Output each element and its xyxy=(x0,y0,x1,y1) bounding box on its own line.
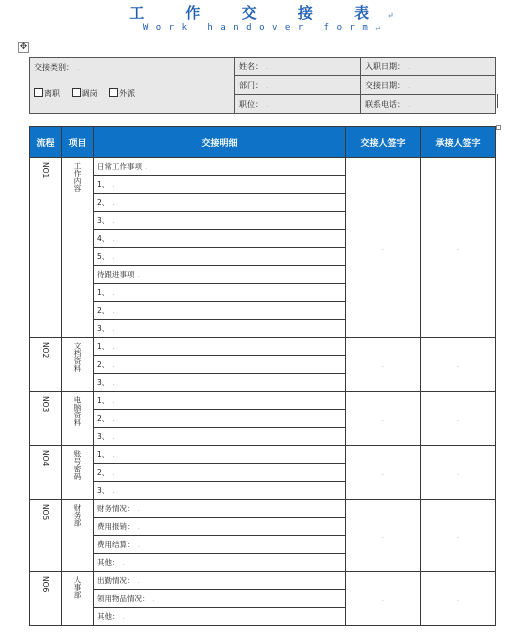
detail-text: 5、 xyxy=(97,252,110,261)
detail-text: 3、 xyxy=(97,324,110,333)
item-cell xyxy=(62,572,94,626)
page-title: 工 作 交 接 表↵ xyxy=(129,4,394,22)
paragraph-mark: . xyxy=(112,468,115,477)
table-move-handle-icon[interactable]: ✥ xyxy=(19,42,28,52)
receiver-signature-cell[interactable]: . xyxy=(421,158,496,338)
position-cell[interactable]: 职位： . xyxy=(235,95,361,114)
name-cell[interactable]: 姓名： . xyxy=(235,58,361,76)
detail-cell[interactable] xyxy=(94,482,346,500)
flow-label: NO5 xyxy=(41,504,50,521)
detail-text: 1、 xyxy=(97,180,110,189)
item-cell xyxy=(62,338,94,392)
paragraph-mark: . xyxy=(112,234,115,243)
item-label: 人事部 xyxy=(73,576,82,599)
handover-type-label: 交接类别： xyxy=(34,63,74,72)
detail-cell[interactable] xyxy=(94,158,346,176)
detail-text: 1、 xyxy=(97,288,110,297)
detail-cell[interactable] xyxy=(94,446,346,464)
flow-cell xyxy=(30,158,62,338)
handover-type-cell: 交接类别： . 离职 调岗 外派 xyxy=(30,58,235,114)
detail-cell[interactable] xyxy=(94,608,346,626)
detail-text: 领用物品情况： xyxy=(97,594,150,603)
detail-text: 其他： xyxy=(97,612,120,621)
detail-cell[interactable] xyxy=(94,356,346,374)
handover-date-cell[interactable]: 交接日期： . xyxy=(361,76,496,95)
detail-cell[interactable] xyxy=(94,572,346,590)
handover-signature-cell[interactable]: . xyxy=(346,158,421,338)
item-label: 财务部 xyxy=(73,504,82,527)
detail-cell[interactable] xyxy=(94,518,346,536)
paragraph-mark: . xyxy=(122,558,125,567)
paragraph-mark: . xyxy=(137,522,140,531)
detail-text: 2、 xyxy=(97,306,110,315)
detail-cell[interactable] xyxy=(94,302,346,320)
paragraph-mark: . xyxy=(112,324,115,333)
paragraph-mark: . xyxy=(112,198,115,207)
paragraph-mark: . xyxy=(137,540,140,549)
detail-cell[interactable] xyxy=(94,230,346,248)
handover-detail-table xyxy=(29,126,496,626)
cursor-bar xyxy=(497,94,498,108)
handover-signature-cell[interactable]: . xyxy=(346,500,421,572)
receiver-signature-cell[interactable]: . xyxy=(421,338,496,392)
paragraph-mark: . xyxy=(122,612,125,621)
paragraph-mark: . xyxy=(112,414,115,423)
paragraph-mark: . xyxy=(137,576,140,585)
flow-cell xyxy=(30,572,62,626)
detail-text: 4、 xyxy=(97,234,110,243)
detail-cell[interactable] xyxy=(94,284,346,302)
detail-cell[interactable] xyxy=(94,428,346,446)
flow-label: NO1 xyxy=(41,162,50,179)
detail-text: 2、 xyxy=(97,468,110,477)
paragraph-mark: . xyxy=(112,252,115,261)
detail-text: 财务情况： xyxy=(97,504,135,513)
detail-text: 2、 xyxy=(97,198,110,207)
receiver-signature-cell[interactable]: . xyxy=(421,500,496,572)
flow-label: NO4 xyxy=(41,450,50,467)
item-cell xyxy=(62,446,94,500)
handover-signature-cell[interactable]: . xyxy=(346,446,421,500)
detail-cell[interactable] xyxy=(94,194,346,212)
option-resign-checkbox[interactable]: 离职 xyxy=(34,88,60,99)
option-dispatch-checkbox[interactable]: 外派 xyxy=(109,88,135,99)
detail-text: 日常工作事项 xyxy=(97,162,142,171)
paragraph-mark: . xyxy=(112,360,115,369)
item-cell xyxy=(62,392,94,446)
detail-text: 2、 xyxy=(97,414,110,423)
header-item: 项目 xyxy=(62,127,94,158)
detail-cell[interactable] xyxy=(94,176,346,194)
flow-cell xyxy=(30,500,62,572)
receiver-signature-cell[interactable]: . xyxy=(421,392,496,446)
table-row xyxy=(30,392,496,410)
flow-label: NO6 xyxy=(41,576,50,593)
paragraph-mark: . xyxy=(112,342,115,351)
flow-cell xyxy=(30,338,62,392)
paragraph-mark: . xyxy=(112,216,115,225)
header-handover-signature: 交接人签字 xyxy=(346,127,421,158)
info-table xyxy=(29,57,496,114)
dept-cell[interactable]: 部门： . xyxy=(235,76,361,95)
phone-cell[interactable]: 联系电话： . xyxy=(361,95,496,114)
header-flow: 流程 xyxy=(30,127,62,158)
detail-text: 待跟进事项 xyxy=(97,270,135,279)
handover-signature-cell[interactable]: . xyxy=(346,392,421,446)
handover-signature-cell[interactable]: . xyxy=(346,572,421,626)
item-label: 文档资料 xyxy=(73,342,82,372)
detail-cell[interactable] xyxy=(94,590,346,608)
table-row xyxy=(30,338,496,356)
receiver-signature-cell[interactable]: . xyxy=(421,572,496,626)
detail-text: 其他： xyxy=(97,558,120,567)
detail-cell[interactable] xyxy=(94,374,346,392)
detail-text: 3、 xyxy=(97,432,110,441)
paragraph-mark: . xyxy=(145,162,148,171)
header-detail: 交接明细 xyxy=(94,127,346,158)
item-cell xyxy=(62,500,94,572)
paragraph-mark: . xyxy=(112,432,115,441)
entry-date-cell[interactable]: 入职日期： . xyxy=(361,58,496,76)
detail-cell[interactable] xyxy=(94,266,346,284)
table-row xyxy=(30,500,496,518)
flow-cell xyxy=(30,446,62,500)
detail-text: 2、 xyxy=(97,360,110,369)
option-transfer-checkbox[interactable]: 调岗 xyxy=(72,88,98,99)
item-label: 工作内容 xyxy=(73,162,82,192)
page-subtitle: Work handover form↵ xyxy=(142,23,381,33)
paragraph-mark: . xyxy=(112,396,115,405)
paragraph-mark: . xyxy=(137,270,140,279)
detail-cell[interactable] xyxy=(94,464,346,482)
detail-cell[interactable] xyxy=(94,410,346,428)
handover-signature-cell[interactable]: . xyxy=(346,338,421,392)
paragraph-mark: . xyxy=(112,180,115,189)
detail-cell[interactable] xyxy=(94,500,346,518)
table-row xyxy=(30,572,496,590)
paragraph-mark: . xyxy=(137,504,140,513)
detail-text: 1、 xyxy=(97,396,110,405)
flow-cell xyxy=(30,392,62,446)
flow-label: NO3 xyxy=(41,396,50,413)
paragraph-mark: . xyxy=(112,378,115,387)
detail-text: 费用报销： xyxy=(97,522,135,531)
detail-text: 费用结算： xyxy=(97,540,135,549)
header-receiver-signature: 承接人签字 xyxy=(421,127,496,158)
item-label: 电脑资料 xyxy=(73,396,82,426)
detail-text: 1、 xyxy=(97,450,110,459)
detail-text: 3、 xyxy=(97,378,110,387)
receiver-signature-cell[interactable]: . xyxy=(421,446,496,500)
paragraph-mark: . xyxy=(112,288,115,297)
detail-text: 出勤情况： xyxy=(97,576,135,585)
paragraph-mark: . xyxy=(112,486,115,495)
detail-cell[interactable] xyxy=(94,320,346,338)
table-row xyxy=(30,158,496,176)
detail-cell[interactable] xyxy=(94,554,346,572)
table-row xyxy=(30,446,496,464)
paragraph-mark: . xyxy=(152,594,155,603)
detail-cell[interactable] xyxy=(94,248,346,266)
flow-label: NO2 xyxy=(41,342,50,359)
end-of-row-marker xyxy=(496,125,501,130)
detail-cell[interactable] xyxy=(94,338,346,356)
item-cell xyxy=(62,158,94,338)
paragraph-mark: . xyxy=(112,306,115,315)
detail-cell[interactable] xyxy=(94,212,346,230)
detail-text: 3、 xyxy=(97,486,110,495)
detail-cell[interactable] xyxy=(94,536,346,554)
item-label: 账号密码 xyxy=(73,450,82,480)
detail-text: 1、 xyxy=(97,342,110,351)
detail-cell[interactable] xyxy=(94,392,346,410)
paragraph-mark: . xyxy=(112,450,115,459)
detail-text: 3、 xyxy=(97,216,110,225)
